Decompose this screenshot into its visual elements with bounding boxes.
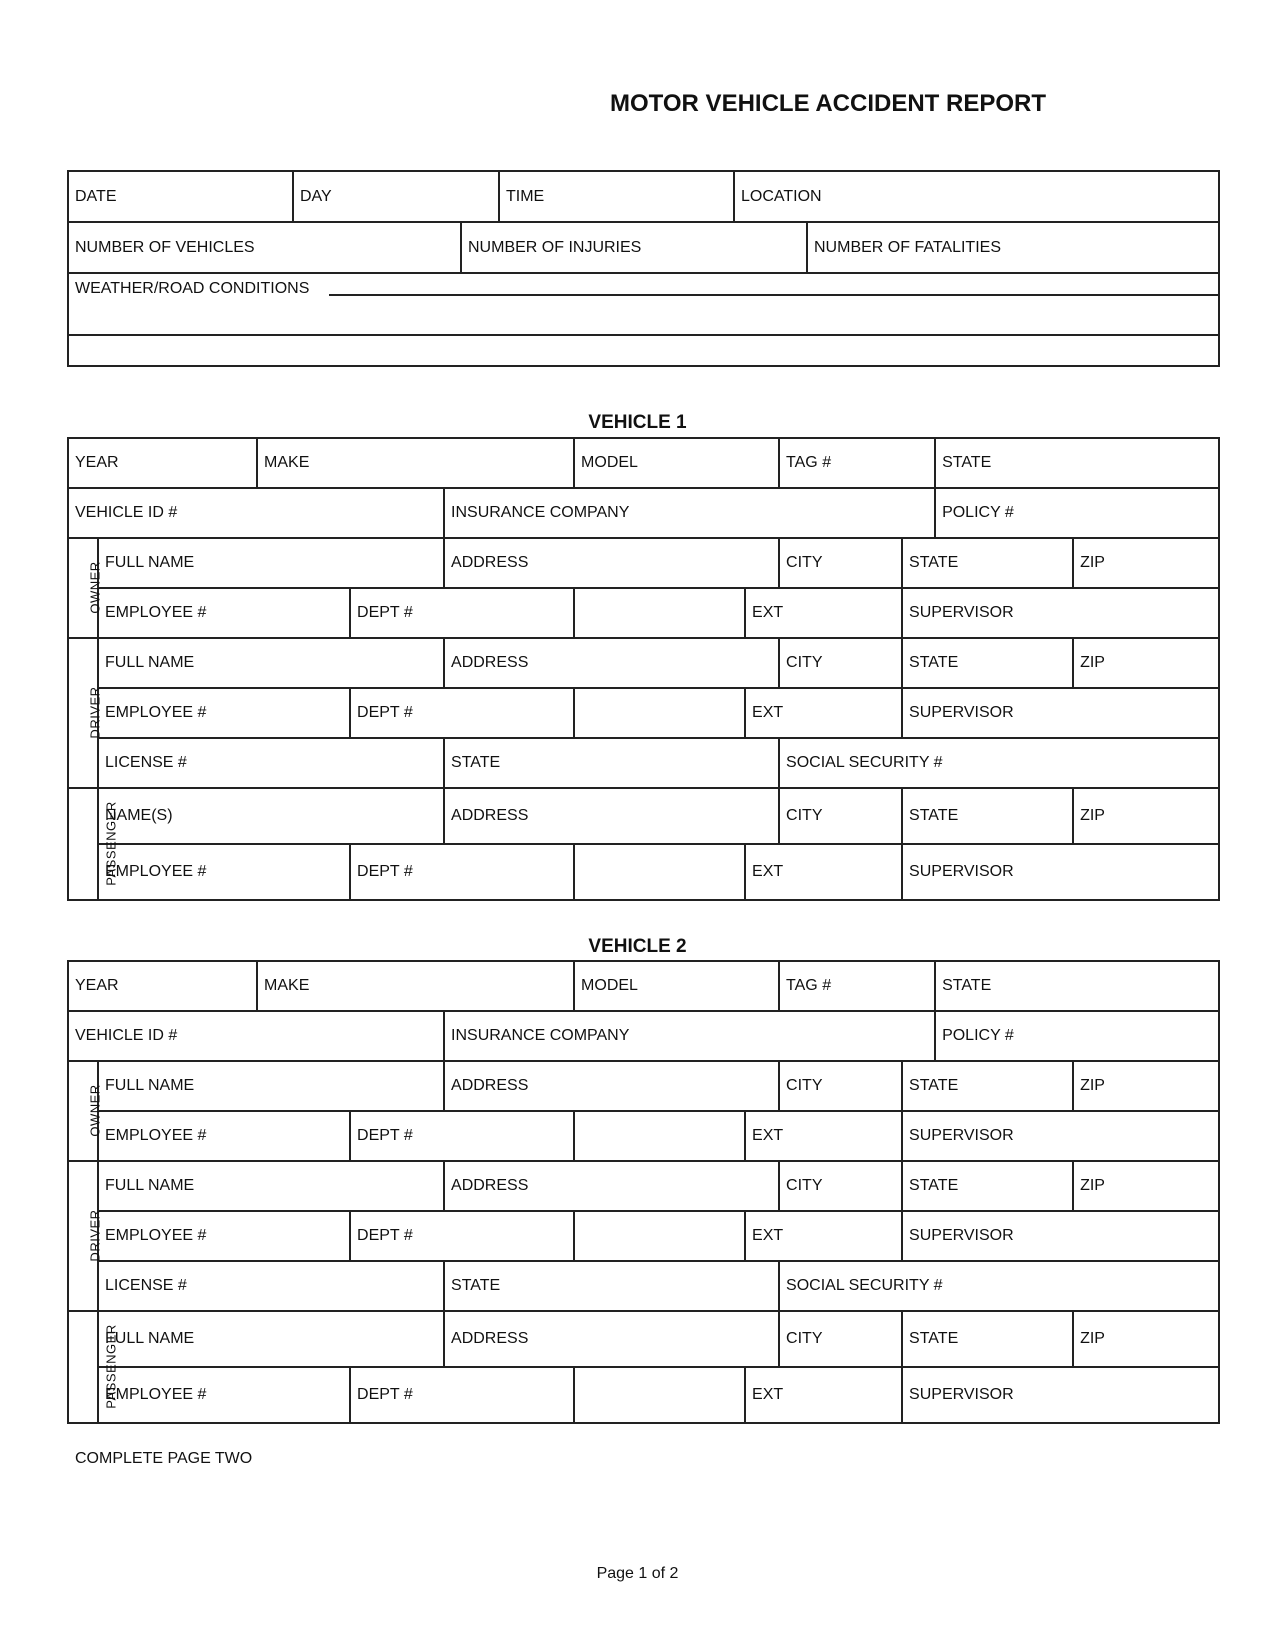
owner-label: OWNER [87, 561, 103, 614]
owner-full-name-field[interactable]: FULL NAME [98, 1061, 444, 1111]
owner-side-label [68, 1061, 103, 1161]
passenger-side-label [68, 1311, 119, 1423]
driver-employee-field[interactable]: EMPLOYEE # [98, 688, 350, 738]
passenger-blank-field[interactable] [574, 844, 745, 900]
location-field[interactable]: LOCATION [734, 171, 1219, 222]
driver-ssn-field[interactable]: SOCIAL SECURITY # [779, 1261, 1219, 1311]
passenger-supervisor-field[interactable]: SUPERVISOR [902, 1367, 1219, 1423]
owner-zip-field[interactable]: ZIP [1073, 1061, 1219, 1111]
driver-zip-field[interactable]: ZIP [1073, 638, 1219, 688]
passenger-dept-field[interactable]: DEPT # [350, 1367, 574, 1423]
driver-ext-field[interactable]: EXT [745, 1211, 902, 1261]
tag-field[interactable]: TAG # [779, 438, 935, 488]
driver-supervisor-field[interactable]: SUPERVISOR [902, 1211, 1219, 1261]
model-field[interactable]: MODEL [574, 961, 779, 1011]
driver-label: DRIVER [87, 686, 103, 739]
passenger-supervisor-field[interactable]: SUPERVISOR [902, 844, 1219, 900]
vehicle-1-table [67, 437, 1220, 901]
passenger-label: PASSENGER [103, 801, 119, 886]
driver-dept-field[interactable]: DEPT # [350, 688, 574, 738]
owner-city-field[interactable]: CITY [779, 538, 902, 588]
driver-zip-field[interactable]: ZIP [1073, 1161, 1219, 1211]
owner-address-field[interactable]: ADDRESS [444, 1061, 779, 1111]
time-field[interactable]: TIME [499, 171, 734, 222]
passenger-dept-field[interactable]: DEPT # [350, 844, 574, 900]
tag-field[interactable]: TAG # [779, 961, 935, 1011]
driver-city-field[interactable]: CITY [779, 1161, 902, 1211]
weather-road-conditions-field[interactable] [68, 273, 1219, 304]
passenger-ext-field[interactable]: EXT [745, 844, 902, 900]
passenger-address-field[interactable]: ADDRESS [444, 788, 779, 844]
weather-line-2[interactable] [68, 304, 1219, 335]
vehicle-id-field[interactable]: VEHICLE ID # [68, 488, 444, 538]
owner-address-field[interactable]: ADDRESS [444, 538, 779, 588]
driver-full-name-field[interactable]: FULL NAME [98, 1161, 444, 1211]
weather-road-conditions-label: WEATHER/ROAD CONDITIONS [75, 280, 310, 297]
vehicle-2-heading: VEHICLE 2 [588, 936, 687, 957]
passenger-city-field[interactable]: CITY [779, 1311, 902, 1367]
passenger-state-field[interactable]: STATE [902, 1311, 1073, 1367]
driver-blank-field[interactable] [574, 1211, 745, 1261]
driver-label: DRIVER [87, 1209, 103, 1262]
owner-side-label [68, 538, 103, 638]
owner-employee-field[interactable]: EMPLOYEE # [98, 588, 350, 638]
weather-underline [329, 293, 1218, 296]
owner-ext-field[interactable]: EXT [745, 588, 902, 638]
passenger-name-field[interactable]: FULL NAME [98, 1311, 444, 1367]
weather-line-3[interactable] [68, 335, 1219, 366]
date-field[interactable]: DATE [68, 171, 293, 222]
passenger-label: PASSENGER [103, 1324, 119, 1409]
vehicle-2-table [67, 960, 1220, 1424]
owner-blank-field[interactable] [574, 588, 745, 638]
passenger-city-field[interactable]: CITY [779, 788, 902, 844]
passenger-employee-field[interactable]: EMPLOYEE # [98, 844, 350, 900]
driver-blank-field[interactable] [574, 688, 745, 738]
driver-city-field[interactable]: CITY [779, 638, 902, 688]
accident-info-table [67, 170, 1220, 367]
driver-ext-field[interactable]: EXT [745, 688, 902, 738]
day-field[interactable]: DAY [293, 171, 499, 222]
passenger-side-label [68, 788, 119, 900]
driver-supervisor-field[interactable]: SUPERVISOR [902, 688, 1219, 738]
driver-license-field[interactable]: LICENSE # [98, 1261, 444, 1311]
owner-city-field[interactable]: CITY [779, 1061, 902, 1111]
driver-dept-field[interactable]: DEPT # [350, 1211, 574, 1261]
policy-field[interactable]: POLICY # [935, 1011, 1219, 1061]
page-title: MOTOR VEHICLE ACCIDENT REPORT [610, 90, 1047, 117]
year-field[interactable]: YEAR [68, 961, 257, 1011]
page-number: Page 1 of 2 [596, 1565, 679, 1582]
state-field[interactable]: STATE [935, 961, 1219, 1011]
model-field[interactable]: MODEL [574, 438, 779, 488]
driver-employee-field[interactable]: EMPLOYEE # [98, 1211, 350, 1261]
passenger-name-field[interactable]: NAME(S) [98, 788, 444, 844]
year-field[interactable]: YEAR [68, 438, 257, 488]
passenger-ext-field[interactable]: EXT [745, 1367, 902, 1423]
insurance-company-field[interactable]: INSURANCE COMPANY [444, 1011, 935, 1061]
complete-page-two-note: COMPLETE PAGE TWO [75, 1450, 253, 1467]
owner-supervisor-field[interactable]: SUPERVISOR [902, 1111, 1219, 1161]
passenger-address-field[interactable]: ADDRESS [444, 1311, 779, 1367]
owner-blank-field[interactable] [574, 1111, 745, 1161]
owner-label: OWNER [87, 1084, 103, 1137]
owner-full-name-field[interactable]: FULL NAME [98, 538, 444, 588]
make-field[interactable]: MAKE [257, 961, 574, 1011]
owner-state-field[interactable]: STATE [902, 1061, 1073, 1111]
owner-zip-field[interactable]: ZIP [1073, 538, 1219, 588]
driver-address-field[interactable]: ADDRESS [444, 638, 779, 688]
passenger-zip-field[interactable]: ZIP [1073, 1311, 1219, 1367]
driver-license-state-field[interactable]: STATE [444, 1261, 779, 1311]
driver-address-field[interactable]: ADDRESS [444, 1161, 779, 1211]
driver-full-name-field[interactable]: FULL NAME [98, 638, 444, 688]
number-of-vehicles-field[interactable]: NUMBER OF VEHICLES [68, 222, 461, 273]
owner-employee-field[interactable]: EMPLOYEE # [98, 1111, 350, 1161]
driver-state-field[interactable]: STATE [902, 1161, 1073, 1211]
driver-side-label [68, 638, 103, 788]
driver-side-label [68, 1161, 103, 1311]
passenger-blank-field[interactable] [574, 1367, 745, 1423]
state-field[interactable]: STATE [935, 438, 1219, 488]
vehicle-1-heading: VEHICLE 1 [588, 412, 687, 433]
number-of-fatalities-field[interactable]: NUMBER OF FATALITIES [807, 222, 1219, 273]
passenger-employee-field[interactable]: EMPLOYEE # [98, 1367, 350, 1423]
driver-license-state-field[interactable]: STATE [444, 738, 779, 788]
make-field[interactable]: MAKE [257, 438, 574, 488]
driver-license-field[interactable]: LICENSE # [98, 738, 444, 788]
owner-supervisor-field[interactable]: SUPERVISOR [902, 588, 1219, 638]
owner-state-field[interactable]: STATE [902, 538, 1073, 588]
driver-state-field[interactable]: STATE [902, 638, 1073, 688]
owner-dept-field[interactable]: DEPT # [350, 1111, 574, 1161]
driver-ssn-field[interactable]: SOCIAL SECURITY # [779, 738, 1219, 788]
insurance-company-field[interactable]: INSURANCE COMPANY [444, 488, 935, 538]
owner-ext-field[interactable]: EXT [745, 1111, 902, 1161]
passenger-zip-field[interactable]: ZIP [1073, 788, 1219, 844]
policy-field[interactable]: POLICY # [935, 488, 1219, 538]
owner-dept-field[interactable]: DEPT # [350, 588, 574, 638]
number-of-injuries-field[interactable]: NUMBER OF INJURIES [461, 222, 807, 273]
passenger-state-field[interactable]: STATE [902, 788, 1073, 844]
vehicle-id-field[interactable]: VEHICLE ID # [68, 1011, 444, 1061]
